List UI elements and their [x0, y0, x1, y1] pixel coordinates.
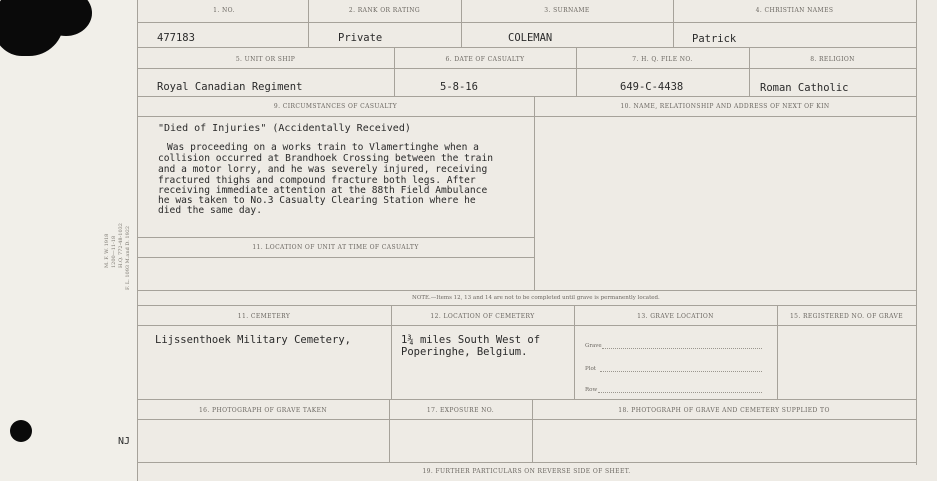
header-next-of-kin: 10. NAME, RELATIONSHIP AND ADDRESS OF NEXT OF KIN: [620, 103, 830, 110]
header-photo-supplied: 18. PHOTOGRAPH OF GRAVE AND CEMETERY SUPPLIED TO: [618, 407, 830, 414]
margin-initials: NJ: [118, 436, 131, 447]
rule: [137, 237, 534, 238]
surname-value: COLEMAN: [508, 32, 553, 44]
date-value: 5-8-16: [440, 81, 478, 93]
circumstances-line: Was proceeding on a works train to Vlamertinghe when a: [167, 142, 479, 153]
grave-dots: [602, 348, 762, 349]
header-exposure: 17. EXPOSURE NO.: [426, 407, 495, 414]
footer-further-particulars: 19. FURTHER PARTICULARS ON REVERSE SIDE OF SHEET.: [422, 468, 631, 475]
side-note-3: H.Q. 772-48-1032: [118, 223, 124, 268]
rule: [137, 96, 916, 97]
header-surname: 3. SURNAME: [544, 7, 590, 14]
rule: [749, 47, 750, 96]
service-number: 477183: [157, 32, 195, 44]
circumstances-line: he was taken to No.3 Casualty Clearing Station where he: [158, 195, 476, 206]
header-rank: 2. RANK OR RATING: [348, 7, 421, 14]
hq-file-value: 649-C-4438: [620, 81, 684, 93]
plot-label: Plot: [585, 366, 596, 372]
circumstances-title: "Died of Injuries" (Accidentally Received): [158, 123, 411, 134]
circumstances-line: fractured thighs and compound fracture both legs. After: [158, 175, 476, 186]
rule: [137, 325, 916, 326]
location-cemetery-line2: Poperinghe, Belgium.: [401, 346, 528, 358]
rule: [137, 290, 916, 291]
rule: [137, 116, 916, 117]
header-christian-names: 4. CHRISTIAN NAMES: [755, 7, 834, 14]
rule: [137, 419, 916, 420]
rule: [394, 47, 395, 96]
header-grave-location: 13. GRAVE LOCATION: [637, 313, 714, 320]
circumstances-line: died the same day.: [158, 205, 262, 216]
christian-names-value: Patrick: [692, 33, 737, 45]
header-photo-taken: 16. PHOTOGRAPH OF GRAVE TAKEN: [198, 407, 328, 414]
rule: [576, 47, 577, 96]
circumstances-line: collision occurred at Brandhoek Crossing between the train: [158, 153, 494, 164]
circumstances-line: and a motor lorry, and he was severely injured, receiving: [158, 164, 488, 175]
header-date-casualty: 6. DATE OF CASUALTY: [445, 56, 525, 63]
header-location-cemetery: 12. LOCATION OF CEMETERY: [430, 313, 535, 320]
row-dots: [598, 392, 762, 393]
rank-value: Private: [338, 32, 383, 44]
plot-dots: [600, 371, 762, 372]
location-cemetery-line1: 1¾ miles South West of: [401, 334, 541, 346]
unit-value: Royal Canadian Regiment: [157, 81, 303, 93]
header-cemetery: 11. CEMETERY: [237, 313, 291, 320]
header-unit: 5. UNIT OR SHIP: [235, 56, 296, 63]
rule: [137, 399, 916, 400]
rule: [534, 96, 535, 290]
cemetery-value: Lijssenthoek Military Cemetery,: [155, 334, 351, 346]
header-registered-no: 15. REGISTERED NO. OF GRAVE: [789, 313, 904, 320]
rule: [137, 68, 916, 69]
rule: [137, 22, 916, 23]
side-note-1: M. F. W. 1918: [104, 233, 110, 268]
rule: [137, 462, 916, 463]
rule: [137, 47, 916, 48]
form-right-border: [916, 0, 917, 465]
header-location-unit: 11. LOCATION OF UNIT AT TIME OF CASUALTY: [252, 244, 419, 251]
religion-value: Roman Catholic: [760, 82, 849, 94]
row-label: Row: [585, 387, 598, 393]
side-note-4: F. L. 1093 M.and D. 1922: [125, 225, 131, 290]
header-no: 1. NO.: [213, 7, 235, 14]
header-circumstances: 9. CIRCUMSTANCES OF CASUALTY: [273, 103, 398, 110]
punch-hole-bottom: [10, 420, 32, 442]
side-note-2: 1200—11-18: [111, 235, 117, 268]
header-hq-file: 7. H. Q. FILE NO.: [632, 56, 693, 63]
circumstances-line: receiving immediate attention at the 88th Field Ambulance: [158, 185, 488, 196]
rule: [137, 305, 916, 306]
grave-label: Grave: [585, 343, 602, 349]
header-religion: 8. RELIGION: [810, 56, 855, 63]
note-text: NOTE.—Items 12, 13 and 14 are not to be completed until grave is permanently located.: [412, 295, 660, 301]
rule: [137, 257, 534, 258]
